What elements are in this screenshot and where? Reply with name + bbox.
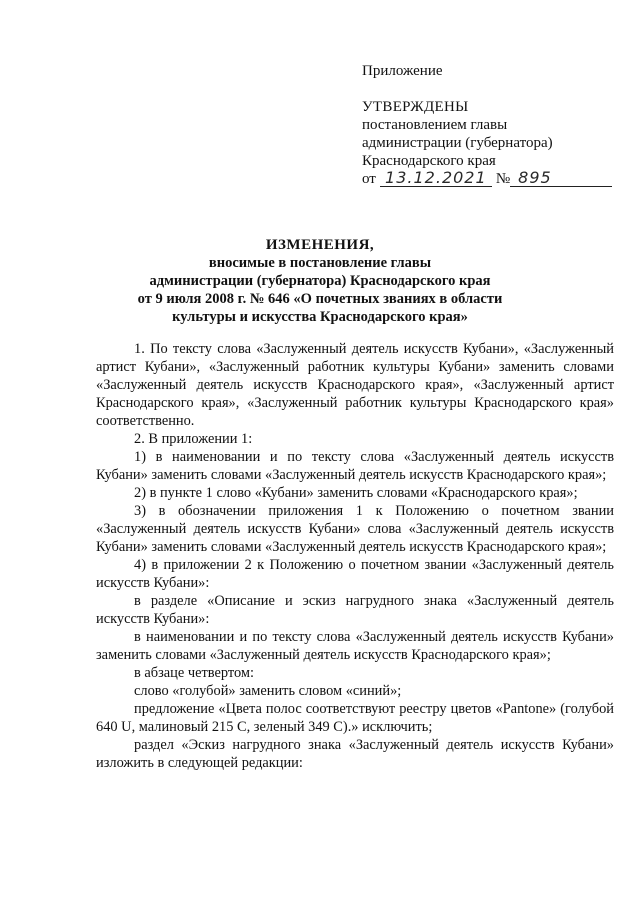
title-line-1: ИЗМЕНЕНИЯ,	[265, 237, 375, 253]
document-body	[96, 340, 614, 772]
appendix-label: Приложение	[362, 63, 443, 79]
title-line-3: администрации (губернатора) Краснодарского края	[149, 273, 491, 289]
paragraph: слово «голубой» заменить словом «синий»;	[134, 683, 402, 699]
number-label: №	[495, 171, 511, 187]
paragraph: в абзаце четвертом:	[134, 665, 255, 681]
paragraph: 4) в приложении 2 к Положению о почетном звании «Заслуженный деятель искусств Кубани»:	[96, 557, 614, 591]
handwritten-date: 13.12.2021	[380, 170, 492, 187]
paragraph: 3) в обозначении приложения 1 к Положению о почетном звании «Заслуженный деятель искусств Кубани» слова «Заслуженный деятель искусств Кубани» заменить словами «Заслуженный деятель искусств Краснодарского края»;	[96, 503, 614, 555]
paragraph: в наименовании и по тексту слова «Заслуженный деятель искусств Кубани» заменить словами «Заслуженный деятель искусств Краснодарского края»;	[96, 629, 614, 663]
approval-line-1: постановлением главы	[362, 117, 508, 133]
from-label: от	[362, 171, 376, 187]
paragraph: предложение «Цвета полос соответствуют реестру цветов «Pantone» (голубой 640 U, малиновый 215 С, зеленый 349 С).» исключить;	[96, 701, 614, 735]
title-line-5: культуры и искусства Краснодарского края»	[172, 309, 468, 325]
approved-heading: УТВЕРЖДЕНЫ	[362, 99, 469, 115]
scan-margin-mark	[632, 90, 636, 130]
handwritten-number: 895	[510, 170, 612, 187]
approval-line-3: Краснодарского края	[362, 153, 496, 169]
title-line-2: вносимые в постановление главы	[208, 255, 432, 271]
paragraph: раздел «Эскиз нагрудного знака «Заслуженный деятель искусств Кубани» изложить в следующей редакции:	[96, 737, 614, 771]
paragraph: 1. По тексту слова «Заслуженный деятель искусств Кубани», «Заслуженный артист Кубани», «Заслуженный работник культуры Кубани» заменить словами «Заслуженный деятель искусств Краснодарского края», «Заслуженный артист Краснодарского края», «Заслуженный работник культуры Краснодарского края» соответственно.	[96, 341, 614, 429]
title-line-4: от 9 июля 2008 г. № 646 «О почетных званиях в области	[137, 291, 503, 307]
paragraph: в разделе «Описание и эскиз нагрудного знака «Заслуженный деятель искусств Кубани»:	[96, 593, 614, 627]
document-title	[70, 236, 570, 326]
approval-block	[362, 62, 612, 190]
paragraph: 2. В приложении 1:	[134, 431, 253, 447]
paragraph: 2) в пункте 1 слово «Кубани» заменить словами «Краснодарского края»;	[134, 485, 578, 501]
date-number-line	[362, 170, 612, 190]
paragraph: 1) в наименовании и по тексту слова «Заслуженный деятель искусств Кубани» заменить словами «Заслуженный деятель искусств Краснодарского края»;	[96, 449, 614, 483]
approval-line-2: администрации (губернатора)	[362, 135, 553, 151]
